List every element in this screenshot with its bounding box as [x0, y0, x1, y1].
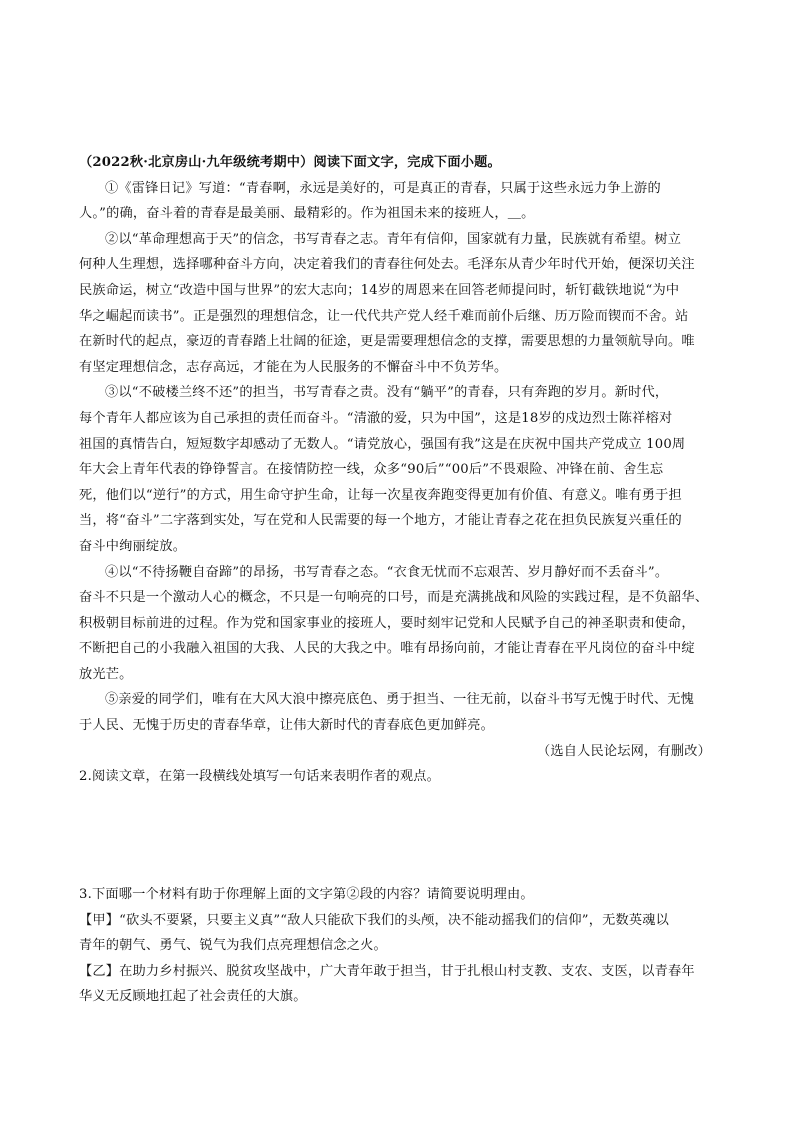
option-line: 【乙】在助力乡村振兴、脱贫攻坚战中，广大青年敢于担当，甘于扎根山村支教、支农、支医，以青春年 [79, 963, 695, 979]
paragraph-line: 何种人生理想，选择哪种奋斗方向，决定着我们的青春往何处去。毛泽东从青少年时代开始，便深切关注 [79, 257, 695, 273]
paragraph-line: 奋斗不只是一个激动人心的概念，不只是一句响亮的口号，而是充满挑战和风险的实践过程，是不负韶华、 [79, 590, 709, 606]
option-line: 【甲】“砍头不要紧，只要主义真”“敌人只能砍下我们的头颅，决不能动摇我们的信仰”，无数英魂以 [79, 912, 670, 928]
source-citation: （选自人民论坛网，有删改） [536, 743, 711, 759]
paragraph-line: 祖国的真情告白，短短数字却感动了无数人。“请党放心，强国有我”这是在庆祝中国共产党成立 100周 [79, 436, 686, 452]
option-yi [79, 959, 715, 1010]
paragraph-4 [79, 560, 715, 688]
paragraph-line: 不断把自己的小我融入祖国的大我、人民的大我之中。唯有昂扬向前，才能让青春在平凡岗位的奋斗中绽 [79, 641, 695, 657]
paragraph-line: 民族命运，树立“改造中国与世界”的宏大志向；14岁的周恩来在回答老师提问时，斩钉截铁地说“为中 [79, 282, 680, 298]
paragraph-5 [79, 687, 715, 738]
paragraph-line: 在新时代的起点，豪迈的青春踏上壮阔的征途，更是需要理想信念的支撑，需要思想的力量领航导向。唯 [79, 334, 695, 350]
paragraph-line: ⑤亲爱的同学们，唯有在大风大浪中擦亮底色、勇于担当、一往无前，以奋斗书写无愧于时代、无愧 [105, 692, 695, 708]
paragraph-line: 奋斗中绚丽绽放。 [79, 538, 187, 554]
question-3-block [79, 882, 715, 1010]
paragraph-line: ④以“不待扬鞭自奋蹄”的昂扬，书写青春之态。“衣食无忧而不忘艰苦、岁月静好而不丢奋斗”。 [105, 564, 669, 580]
paragraph-line: 人。”的确，奋斗着的青春是最美丽、最精彩的。作为祖国未来的接班人，＿。 [79, 206, 535, 222]
paragraph-line: 积极朝目标前进的过程。作为党和国家事业的接班人，要时刻牢记党和人民赋予自己的神圣职责和使命， [79, 615, 695, 631]
paragraph-line: ③以“不破楼兰终不还”的担当，书写青春之责。没有“躺平”的青春，只有奔跑的岁月。新时代， [105, 385, 669, 401]
paragraph-line: 有坚定理想信念，志存高远，才能在为人民服务的不懈奋斗中不负芳华。 [79, 359, 508, 375]
paragraph-line: 当，将“奋斗”二字落到实处，写在党和人民需要的每一个地方，才能让青春之花在担负民族复兴重任的 [79, 513, 682, 529]
option-jia [79, 908, 715, 959]
paragraph-line: 死，他们以“逆行”的方式，用生命守护生命，让每一次星夜奔跑变得更加有价值、有意义。唯有勇于担 [79, 487, 682, 503]
passage [79, 150, 715, 790]
paragraph-line: 年大会上青年代表的铮铮誓言。在接情防控一线，众多“90后”“00后”不畏艰险、冲锋在前、舍生忘 [79, 462, 664, 478]
paragraph-line: 于人民、无愧于历史的青春华章，让伟大新时代的青春底色更加鲜亮。 [79, 718, 495, 734]
paragraph-line: ①《雷锋日记》写道：“青春啊，永远是美好的，可是真正的青春，只属于这些永远力争上游的 [105, 180, 661, 196]
question-2: 2.阅读文章，在第一段横线处填写一句话来表明作者的观点。 [79, 769, 441, 785]
question-title: （2022秋·北京房山·九年级统考期中）阅读下面文字，完成下面小题。 [79, 155, 501, 170]
paragraph-line: 每个青年人都应该为自己承担的责任而奋斗。“清澈的爱，只为中国”，这是18岁的戍边烈士陈祥榕对 [79, 410, 673, 426]
option-line: 青年的朝气、勇气、锐气为我们点亮理想信念之火。 [79, 938, 387, 954]
paragraph-line: ②以“革命理想高于天”的信念，书写青春之志。青年有信仰，国家就有力量，民族就有希望。树立 [105, 231, 682, 247]
question-3-prompt: 3.下面哪一个材料有助于你理解上面的文字第②段的内容？请简要说明理由。 [79, 887, 534, 902]
paragraph-line: 华之崛起而读书”。正是强烈的理想信念，让一代代共产党人经千难而前仆后继、历万险而锲而不舍。站 [79, 308, 689, 324]
paragraph-2 [79, 227, 715, 381]
paragraph-line: 放光芒。 [79, 666, 133, 682]
paragraph-3 [79, 380, 715, 559]
paragraph-1 [79, 176, 715, 227]
option-line: 华义无反顾地扛起了社会责任的大旗。 [79, 989, 307, 1005]
